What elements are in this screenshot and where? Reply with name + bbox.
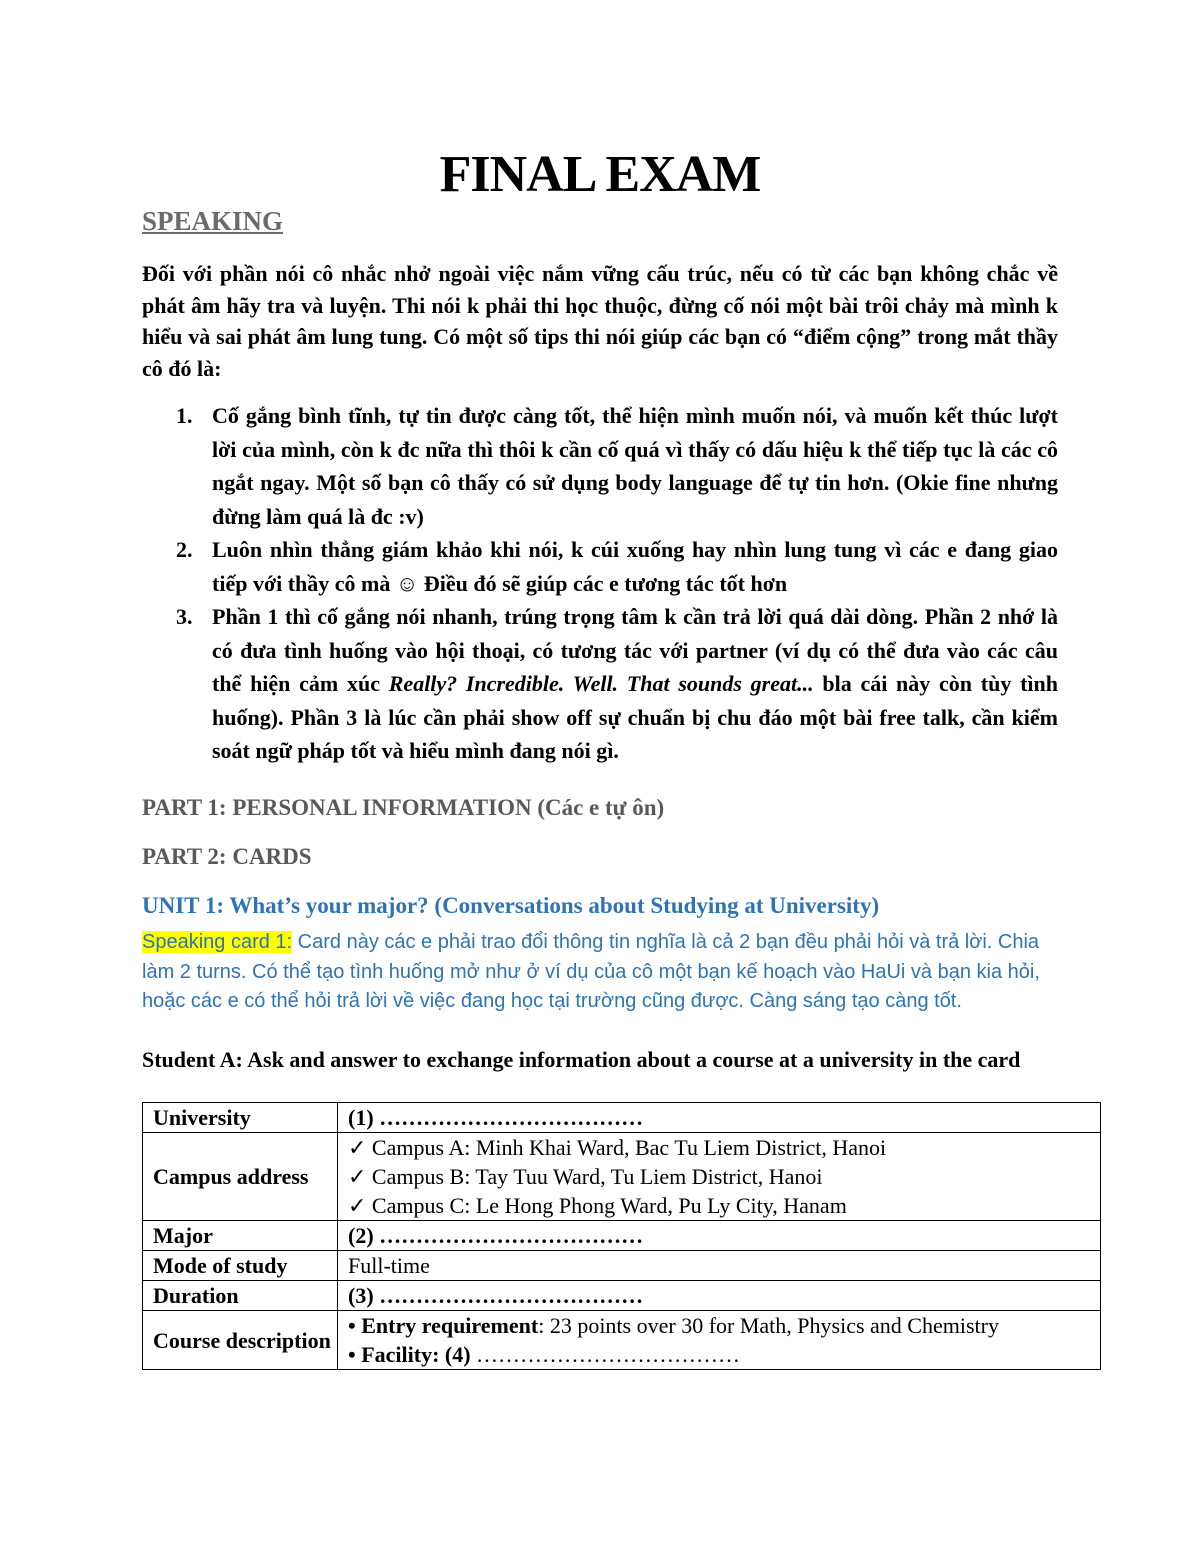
table-cell-value: (2) ……………………………… (338, 1221, 1101, 1251)
unit-heading: UNIT 1: What’s your major? (Conversations about Studying at University) (142, 893, 880, 918)
facility-label: • Facility: (4) (348, 1342, 471, 1367)
speaking-card-text: Card này các e phải trao đổi thông tin nghĩa là cả 2 bạn đều phải hỏi và trả lời. Chia làm 2 turns. Có thể tạo tình huống mở như ở ví dụ của cô một bạn kế hoạch vào HaUi và bạn kia hỏi, hoặc các e có thể hỏi trả lời về việc đang học tại trường cũng được. Càng sáng tạo càng tốt. (142, 931, 1040, 1012)
list-item-text: Phần 1 thì cố gắng nói nhanh, trúng trọng tâm k cần trả lời quá dài dòng. Phần 2 nhớ là có đưa tình huống vào hội thoại, có tương tác với partner (ví dụ có thể đưa vào các câu thể hiện cảm xúc (212, 604, 1058, 696)
table-row (143, 1251, 1101, 1281)
table-row (143, 1133, 1101, 1221)
table-cell-value: (1) ……………………………… (338, 1103, 1101, 1133)
speaking-card-label: Speaking card 1: (142, 931, 293, 953)
table-cell-value: Full-time (338, 1251, 1101, 1281)
table-cell-value (338, 1133, 1101, 1221)
intro-paragraph: Đối với phần nói cô nhắc nhở ngoài việc nắm vững cấu trúc, nếu có từ các bạn không chắc về phát âm hãy tra và luyện. Thi nói k phải thi học thuộc, đừng cố nói một bài trôi chảy mà mình k hiểu và sai phát âm lung tung. Có một số tips thi nói giúp các bạn có “điểm cộng” trong mắt thầy cô đó là: (142, 261, 1058, 381)
list-item-italic: Really? Incredible. Well. That sounds great... (388, 671, 814, 696)
list-item-text: Luôn nhìn thẳng giám khảo khi nói, k cúi xuống hay nhìn lung tung vì các e đang giao tiếp với thầy cô mà ☺ Điều đó sẽ giúp các e tương tác tốt hơn (212, 537, 1058, 596)
list-item-text: Cố gắng bình tĩnh, tự tin được càng tốt, thể hiện mình muốn nói, và muốn kết thúc lượt lời của mình, còn k đc nữa thì thôi k cần cố quá vì thấy có dấu hiệu k thể tiếp tục là các cô ngắt ngay. Một số bạn cô thấy có sử dụng body language để tự tin hơn. (Okie fine nhưng đừng làm quá là đc :v) (212, 403, 1058, 529)
page-title: FINAL EXAM (439, 146, 761, 203)
entry-requirement (348, 1311, 1100, 1340)
table-row (143, 1311, 1101, 1370)
list-item (142, 600, 1058, 768)
student-instruction (142, 1046, 1058, 1074)
student-text: Ask and answer to exchange information about a course at a university in the card (242, 1047, 1021, 1072)
list-number: 1. (176, 403, 193, 428)
facility (348, 1340, 1100, 1369)
section-title-speaking: SPEAKING (142, 206, 284, 236)
list-item (142, 399, 1058, 533)
table-cell-label: University (143, 1103, 338, 1133)
table-cell-label: Campus address (143, 1133, 338, 1221)
entry-label: • Entry requirement (348, 1313, 539, 1338)
table-cell-label: Duration (143, 1281, 338, 1311)
list-number: 2. (176, 537, 193, 562)
part-1-heading: PART 1: PERSONAL INFORMATION (Các e tự ôn) (142, 795, 665, 820)
facility-value: ……………………………… (470, 1342, 741, 1367)
table-cell-label: Mode of study (143, 1251, 338, 1281)
list-item-text-end: bla cái này còn tùy tình huống). Phần 3 là lúc cần phải show off sự chuẩn bị chu đáo một bài free talk, cần kiểm soát ngữ pháp tốt và hiểu mình đang nói gì. (212, 671, 1058, 763)
table-cell-value: (3) ……………………………… (338, 1281, 1101, 1311)
tips-list (142, 399, 1058, 768)
table-cell-label: Major (143, 1221, 338, 1251)
table-row (143, 1103, 1101, 1133)
table-row (143, 1221, 1101, 1251)
part-2-heading: PART 2: CARDS (142, 844, 312, 869)
campus-c: ✓ Campus C: Le Hong Phong Ward, Pu Ly City, Hanam (348, 1193, 847, 1218)
table-cell-label: Course description (143, 1311, 338, 1370)
entry-value: : 23 points over 30 for Math, Physics and Chemistry (538, 1313, 999, 1338)
speaking-card-table (142, 1102, 1101, 1370)
table-cell-value (338, 1311, 1101, 1370)
speaking-card-note (142, 928, 1058, 1017)
student-label: Student A: (142, 1047, 243, 1072)
list-item (142, 533, 1058, 600)
list-number: 3. (176, 604, 193, 629)
campus-a: ✓ Campus A: Minh Khai Ward, Bac Tu Liem District, Hanoi (348, 1135, 887, 1160)
table-row (143, 1281, 1101, 1311)
campus-b: ✓ Campus B: Tay Tuu Ward, Tu Liem District, Hanoi (348, 1164, 823, 1189)
